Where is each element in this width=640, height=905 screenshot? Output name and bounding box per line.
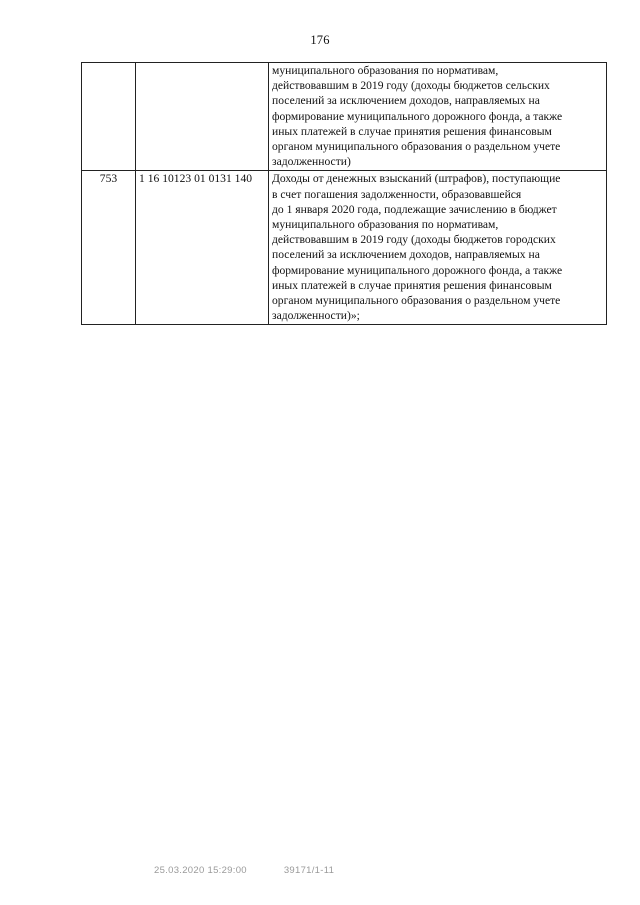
description-cell — [269, 63, 607, 171]
admin-code-cell: 753 — [82, 171, 136, 325]
description-cell — [269, 171, 607, 325]
description-line: действовавшим в 2019 году (доходы бюджетов городских — [272, 233, 556, 247]
description-line: муниципального образования по нормативам, — [272, 218, 499, 232]
description-line: иных платежей в случае принятия решения финансовым — [272, 278, 552, 292]
footer-timestamp: 25.03.2020 15:29:00 — [154, 865, 247, 876]
description-line: до 1 января 2020 года, подлежащие зачислению в бюджет — [272, 202, 557, 216]
description-line: органом муниципального образования о раздельном учете — [272, 294, 561, 308]
description-line: формирование муниципального дорожного фонда, а также — [272, 263, 563, 277]
budget-codes-table — [81, 62, 607, 325]
description-line: задолженности)»; — [272, 309, 360, 323]
kbk-code-cell: 1 16 10123 01 0131 140 — [136, 171, 269, 325]
footer-document-id: 39171/1-11 — [283, 865, 335, 876]
description-line: задолженности) — [272, 155, 351, 169]
description-line: иных платежей в случае принятия решения финансовым — [272, 124, 552, 138]
kbk-code-cell — [136, 63, 269, 171]
description-line: действовавшим в 2019 году (доходы бюджетов сельских — [272, 79, 550, 93]
table-row — [82, 171, 607, 325]
page-number: 176 — [310, 33, 330, 47]
description-line: поселений за исключением доходов, направляемых на — [272, 248, 540, 262]
description-line: формирование муниципального дорожного фонда, а также — [272, 109, 563, 123]
footer-stamp — [154, 865, 334, 876]
description-line: Доходы от денежных взысканий (штрафов), поступающие — [272, 172, 561, 186]
description-line: муниципального образования по нормативам, — [272, 64, 499, 77]
description-line: поселений за исключением доходов, направляемых на — [272, 94, 540, 108]
description-line: в счет погашения задолженности, образовавшейся — [272, 187, 522, 201]
table-row — [82, 63, 607, 171]
description-line: органом муниципального образования о раздельном учете — [272, 140, 561, 154]
admin-code-cell — [82, 63, 136, 171]
